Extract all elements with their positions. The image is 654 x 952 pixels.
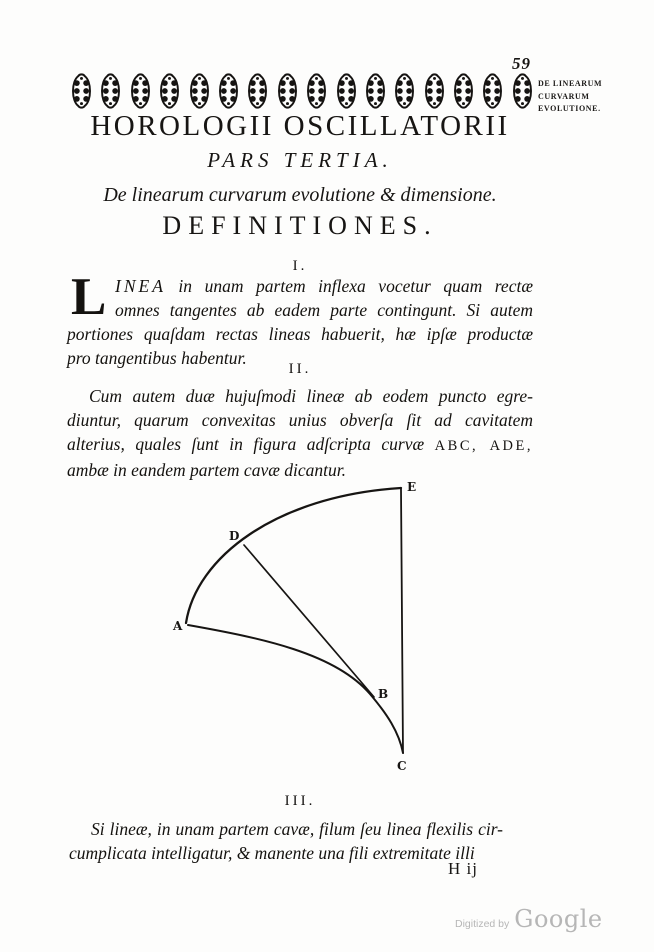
fleuron-ornament-icon (421, 71, 448, 111)
figure-point-A: A (173, 619, 183, 633)
fleuron-ornament-icon (186, 71, 213, 111)
drop-cap-L: L (71, 268, 107, 326)
fleuron-ornament-icon (68, 71, 95, 111)
text-line: portiones quaſdam rectas lineas habuerit, hæ ipſæ productæ (67, 324, 533, 344)
margin-running-head (538, 78, 648, 116)
text-line: ambæ in eandem partem cavæ dicantur. (67, 460, 346, 480)
fleuron-ornament-icon (450, 71, 477, 111)
margin-note-line: CURVARUM (538, 91, 590, 101)
lead-word: INEA (115, 276, 166, 296)
definitions-heading: DEFINITIONES. (162, 211, 438, 240)
figure-point-B: B (378, 687, 389, 701)
fleuron-ornament-icon (156, 71, 183, 111)
digitized-by-label: Digitized by (455, 918, 510, 930)
definition-3-numeral: III. (284, 793, 316, 809)
margin-note-line: DE LINEARUM (538, 79, 603, 88)
fleuron-ornament-icon (244, 71, 271, 111)
geometric-figure (163, 476, 427, 778)
definition-1-numeral: I. (292, 258, 308, 274)
figure-point-C: C (397, 759, 407, 773)
text-line: pro tangentibus habentur. (67, 348, 247, 368)
text-line (67, 274, 533, 298)
text-line (67, 432, 533, 458)
text-line: Cum autem duæ hujuſmodi lineæ ab eodem puncto egre- (89, 386, 533, 406)
line-DB (244, 545, 374, 697)
text-line: cumplicata intelligatur, & manente una fili extremitate illi (69, 843, 475, 863)
section-intro: De linearum curvarum evolutione & dimensione. (103, 184, 497, 206)
figure-drawing (163, 476, 427, 778)
fleuron-ornament-icon (479, 71, 506, 111)
page-number: 59 (512, 54, 531, 73)
fleuron-ornament-icon (127, 71, 154, 111)
text-line: diuntur, quarum convexitas unius obverſa ſit ad cavitatem (67, 410, 533, 430)
digitization-watermark (455, 905, 603, 933)
curve-point-labels: ABC, ADE, (434, 438, 533, 454)
fleuron-ornament-icon (509, 71, 536, 111)
fleuron-ornament-icon (97, 71, 124, 111)
margin-note-line: EVOLUTIONE. (538, 104, 601, 113)
definition-3-paragraph (69, 817, 503, 865)
part-subtitle: PARS TERTIA. (207, 148, 393, 172)
text-line: Si lineæ, in unam partem cavæ, filum ſeu linea flexilis cir- (91, 819, 503, 839)
fleuron-ornament-icon (362, 71, 389, 111)
fleuron-ornament-icon (333, 71, 360, 111)
line-EC (401, 489, 403, 753)
google-logo: Google (514, 905, 603, 933)
curve-ABC (188, 625, 403, 753)
definition-1-paragraph (67, 268, 533, 370)
definition-2-paragraph (67, 384, 533, 482)
fleuron-ornament-icon (215, 71, 242, 111)
figure-point-D: D (229, 529, 240, 543)
fleuron-ornament-icon (274, 71, 301, 111)
ornament-band (68, 70, 536, 112)
text-line: omnes tangentes ab eadem parte contingunt. Si autem (115, 300, 533, 320)
definition-2-numeral: II. (288, 361, 312, 377)
book-title: HOROLOGII OSCILLATORII (90, 110, 510, 142)
text-line-rest: in unam partem inflexa vocetur quam rectæ (165, 276, 533, 296)
fleuron-ornament-icon (303, 71, 330, 111)
text-line-italic: alterius, quales ſunt in figura adſcripta curvæ (67, 434, 435, 454)
fleuron-ornament-icon (391, 71, 418, 111)
signature-mark: H ij (448, 859, 478, 878)
figure-point-E: E (407, 480, 417, 494)
